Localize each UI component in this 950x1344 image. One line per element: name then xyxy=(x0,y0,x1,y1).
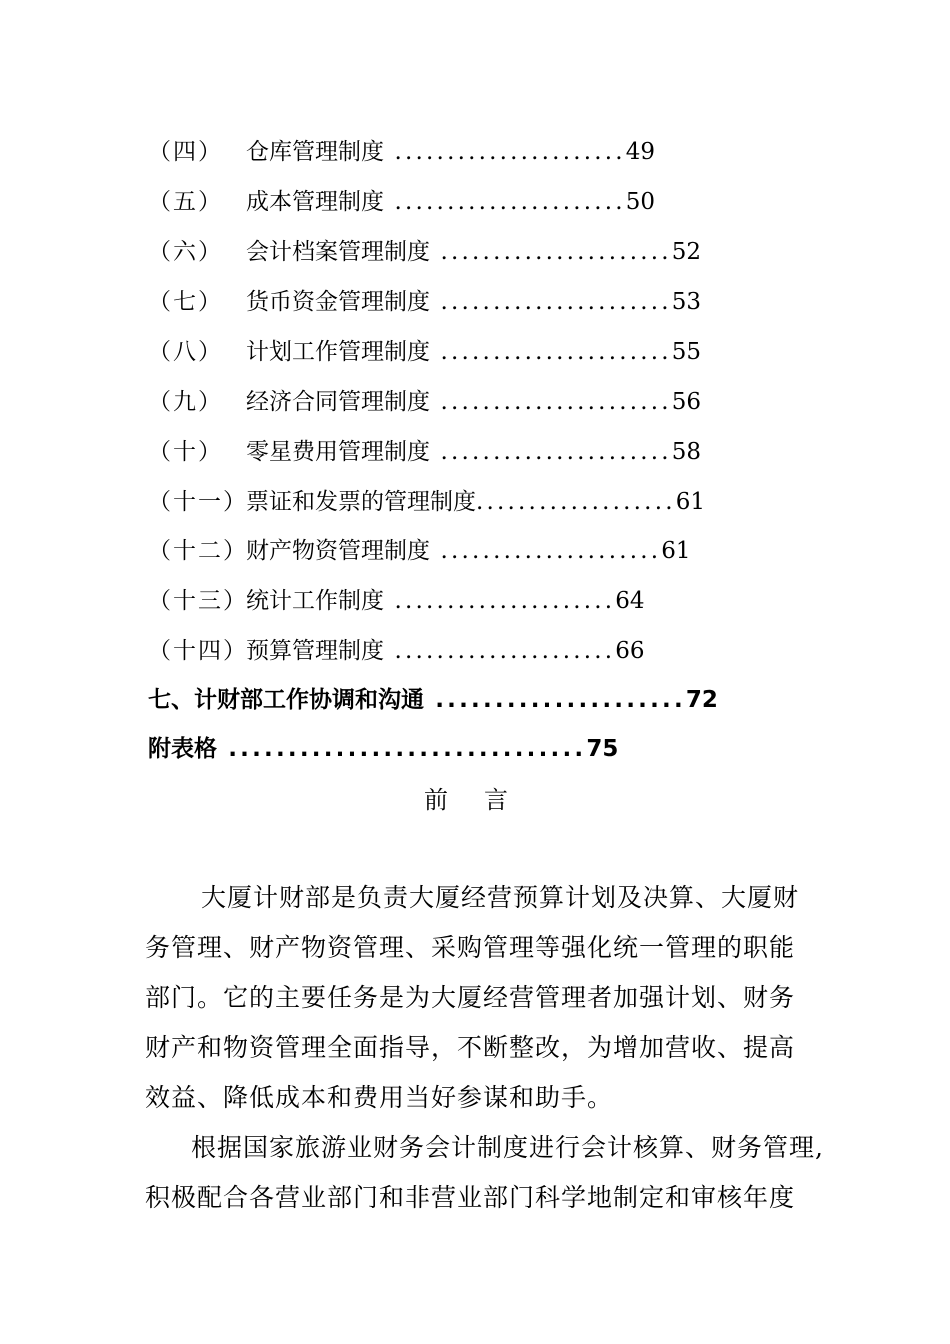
toc-entry[interactable] xyxy=(148,235,701,269)
toc-major-entry[interactable] xyxy=(148,683,718,717)
toc-entry-page: 55 xyxy=(671,339,702,365)
toc-entry[interactable] xyxy=(148,285,701,319)
paragraph-line: 效益、降低成本和费用当好参谋和助手。 xyxy=(145,1083,614,1112)
toc-major-title: 七、计财部工作协调和沟通 xyxy=(148,687,424,713)
preface-heading: 前言 xyxy=(424,786,544,814)
toc-entry-number: （十一） xyxy=(148,489,248,515)
toc-entry-leader: ...................... xyxy=(430,239,672,265)
toc-entry-page: 50 xyxy=(625,189,656,215)
toc-entry-page: 53 xyxy=(671,289,702,315)
toc-entry-title: 零星费用管理制度 xyxy=(246,439,430,465)
toc-entry-page: 61 xyxy=(661,538,691,564)
preface-paragraph-2 xyxy=(145,1123,824,1223)
toc-entry-page: 66 xyxy=(615,638,645,664)
toc-major-page: 72 xyxy=(685,687,718,713)
toc-major-leader: .............................. xyxy=(217,736,587,762)
toc-entry-number: （六） xyxy=(148,239,223,265)
toc-entry-number: （十） xyxy=(148,439,223,465)
toc-entry[interactable] xyxy=(148,634,645,668)
toc-entry-title: 计划工作管理制度 xyxy=(246,339,430,365)
toc-entry[interactable] xyxy=(148,335,701,369)
toc-entry-page: 56 xyxy=(671,389,702,415)
toc-entry[interactable] xyxy=(148,584,645,618)
paragraph-line: 大厦计财部是负责大厦经营预算计划及决算、大厦财 xyxy=(201,883,800,912)
toc-entry-leader: ..................... xyxy=(430,538,662,564)
toc-entry-title: 经济合同管理制度 xyxy=(246,389,430,415)
toc-entry-leader: ..................... xyxy=(384,588,616,614)
paragraph-line: 财产和物资管理全面指导，不断整改，为增加营收、提高 xyxy=(145,1033,796,1062)
toc-entry-page: 58 xyxy=(671,439,702,465)
preface-paragraph-1 xyxy=(145,873,810,1123)
toc-entry-number: （十三） xyxy=(148,588,248,614)
toc-major-title: 附表格 xyxy=(148,736,217,762)
toc-entry-page: 61 xyxy=(675,489,705,515)
toc-major-leader: ..................... xyxy=(424,687,686,713)
toc-entry-title: 预算管理制度 xyxy=(246,638,384,664)
toc-entry[interactable] xyxy=(148,385,701,419)
toc-entry-number: （八） xyxy=(148,339,223,365)
toc-entry[interactable] xyxy=(148,485,705,519)
paragraph-line: 积极配合各营业部门和非营业部门科学地制定和审核年度 xyxy=(145,1183,796,1212)
toc-entry[interactable] xyxy=(148,185,655,219)
toc-entry-number: （九） xyxy=(148,389,223,415)
toc-entry-number: （七） xyxy=(148,289,223,315)
toc-entry-leader: ...................... xyxy=(384,139,626,165)
toc-entry-leader: ..................... xyxy=(384,638,616,664)
toc-entry-leader: ...................... xyxy=(430,439,672,465)
toc-entry[interactable] xyxy=(148,435,701,469)
toc-entry-leader: ................... xyxy=(476,489,676,515)
toc-entry-title: 财产物资管理制度 xyxy=(246,538,430,564)
toc-entry-page: 52 xyxy=(671,239,702,265)
toc-entry-title: 仓库管理制度 xyxy=(246,139,384,165)
paragraph-line: 根据国家旅游业财务会计制度进行会计核算、财务管理, xyxy=(191,1133,824,1162)
toc-entry-leader: ...................... xyxy=(430,289,672,315)
toc-entry[interactable] xyxy=(148,534,691,568)
paragraph-line: 务管理、财产物资管理、采购管理等强化统一管理的职能 xyxy=(145,933,796,962)
toc-entry-leader: ...................... xyxy=(384,189,626,215)
toc-entry-title: 票证和发票的管理制度 xyxy=(246,489,476,515)
toc-major-entry[interactable] xyxy=(148,732,618,766)
toc-entry-title: 会计档案管理制度 xyxy=(246,239,430,265)
toc-entry-number: （五） xyxy=(148,189,223,215)
toc-major-page: 75 xyxy=(586,736,619,762)
toc-entry-title: 统计工作制度 xyxy=(246,588,384,614)
toc-entry-number: （四） xyxy=(148,139,223,165)
toc-entry-leader: ...................... xyxy=(430,389,672,415)
toc-entry-page: 64 xyxy=(615,588,645,614)
toc-entry-number: （十四） xyxy=(148,638,248,664)
toc-entry-title: 货币资金管理制度 xyxy=(246,289,430,315)
toc-entry[interactable] xyxy=(148,135,655,169)
paragraph-line: 部门。它的主要任务是为大厦经营管理者加强计划、财务 xyxy=(145,983,796,1012)
toc-entry-page: 49 xyxy=(625,139,656,165)
toc-entry-leader: ...................... xyxy=(430,339,672,365)
toc-entry-number: （十二） xyxy=(148,538,248,564)
toc-entry-title: 成本管理制度 xyxy=(246,189,384,215)
